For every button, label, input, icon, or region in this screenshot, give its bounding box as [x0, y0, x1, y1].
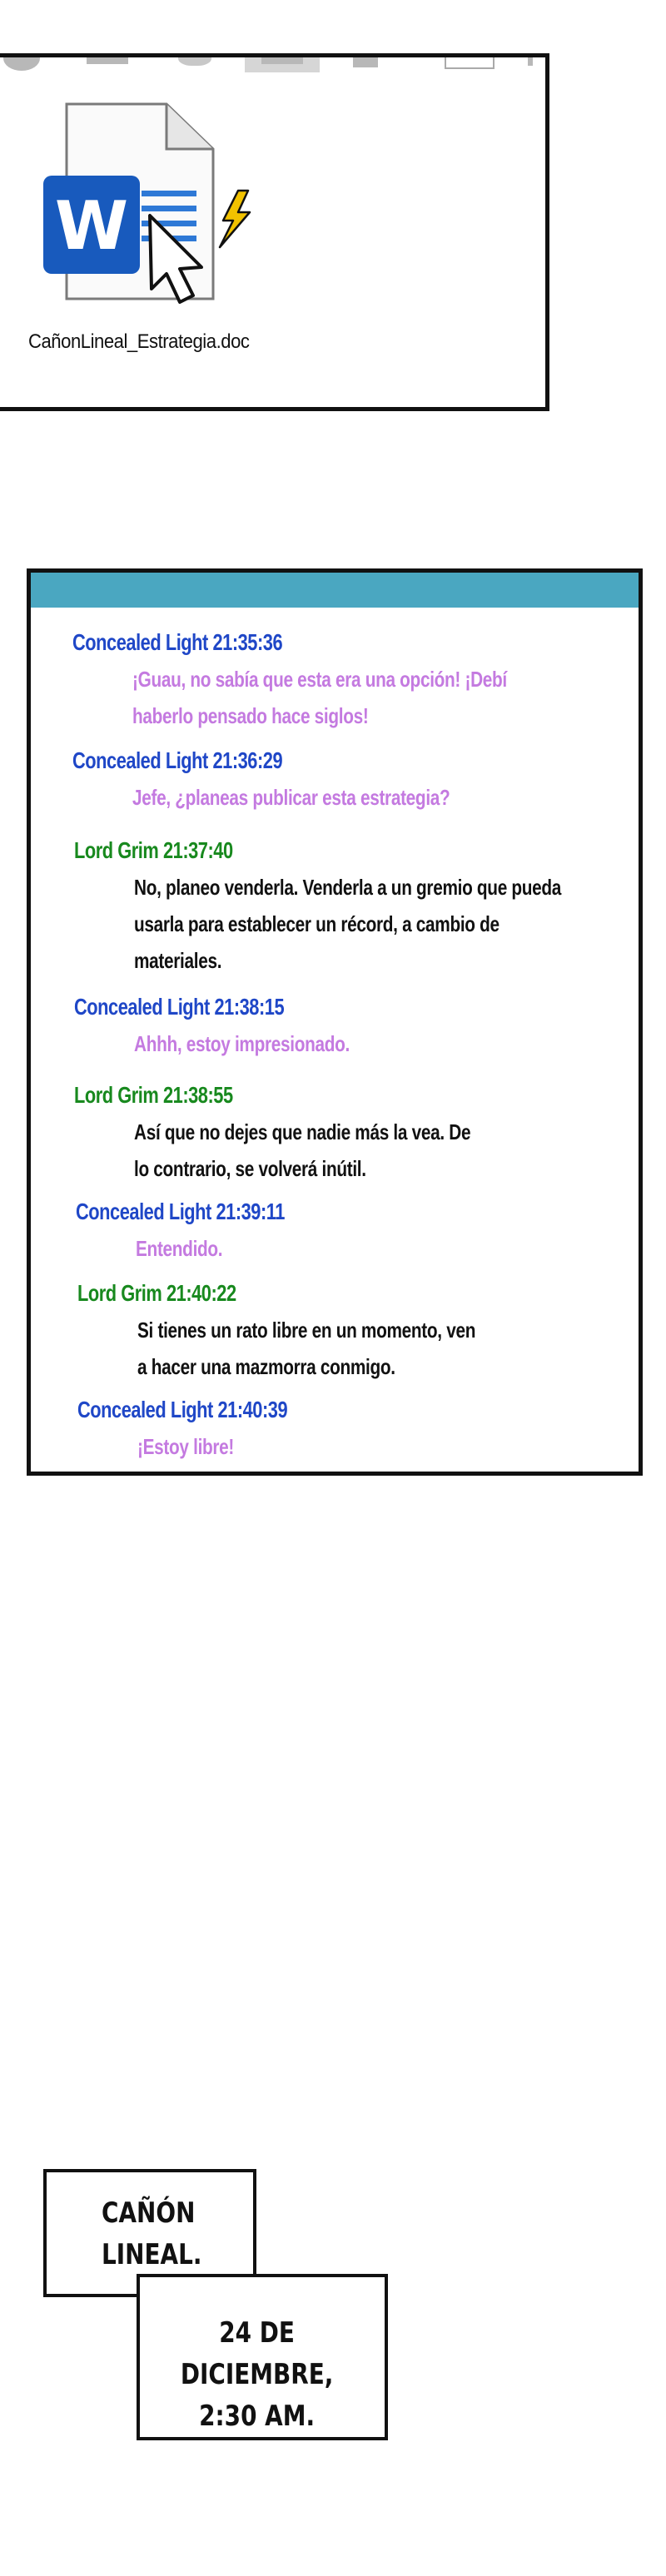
chat-message	[72, 747, 666, 816]
chat-message	[74, 994, 666, 1062]
message-text: Así que no dejes que nadie más la vea. De lo contrario, se volverá inútil.	[134, 1119, 471, 1181]
message-sender: Concealed Light 21:39:11	[76, 1199, 285, 1224]
word-letter: W	[54, 187, 129, 265]
message-sender: Concealed Light 21:36:29	[72, 747, 283, 773]
message-sender: Concealed Light 21:35:36	[72, 629, 283, 655]
location-caption: CAÑÓN LINEAL.	[102, 2196, 202, 2271]
message-text: Entendido.	[136, 1236, 223, 1261]
toolbar-strip	[0, 57, 545, 76]
chat-message	[77, 1280, 666, 1385]
message-sender: Concealed Light 21:40:39	[77, 1397, 288, 1422]
message-text: Jefe, ¿planeas publicar esta estrategia?	[132, 785, 450, 810]
message-text: Si tienes un rato libre en un momento, ven a hacer una mazmorra conmigo.	[137, 1318, 476, 1379]
chat-message	[74, 837, 666, 979]
message-sender: Lord Grim 21:38:55	[74, 1082, 233, 1108]
chat-header-bar	[31, 573, 639, 608]
message-text: No, planeo venderla. Venderla a un gremio que pueda usarla para establecer un récord, a cambio de materiales.	[134, 875, 562, 973]
message-sender: Concealed Light 21:38:15	[74, 994, 285, 1020]
chat-message	[76, 1199, 666, 1267]
chat-message	[77, 1397, 666, 1465]
datetime-caption: 24 DE DICIEMBRE, 2:30 AM.	[180, 2316, 334, 2433]
datetime-caption-box	[137, 2274, 388, 2440]
message-text: Ahhh, estoy impresionado.	[134, 1031, 350, 1056]
file-window	[0, 53, 549, 411]
chat-log-panel	[27, 568, 643, 1476]
word-document-icon[interactable]	[42, 99, 266, 315]
file-name-label: CañonLineal_Estrategia.doc	[28, 330, 250, 353]
message-sender: Lord Grim 21:40:22	[77, 1280, 236, 1306]
message-sender: Lord Grim 21:37:40	[74, 837, 233, 863]
chat-message	[74, 1082, 666, 1187]
message-text: ¡Guau, no sabía que esta era una opción! ¡Debí haberlo pensado hace siglos!	[132, 667, 507, 728]
chat-message	[72, 629, 666, 734]
message-text: ¡Estoy libre!	[137, 1434, 235, 1459]
